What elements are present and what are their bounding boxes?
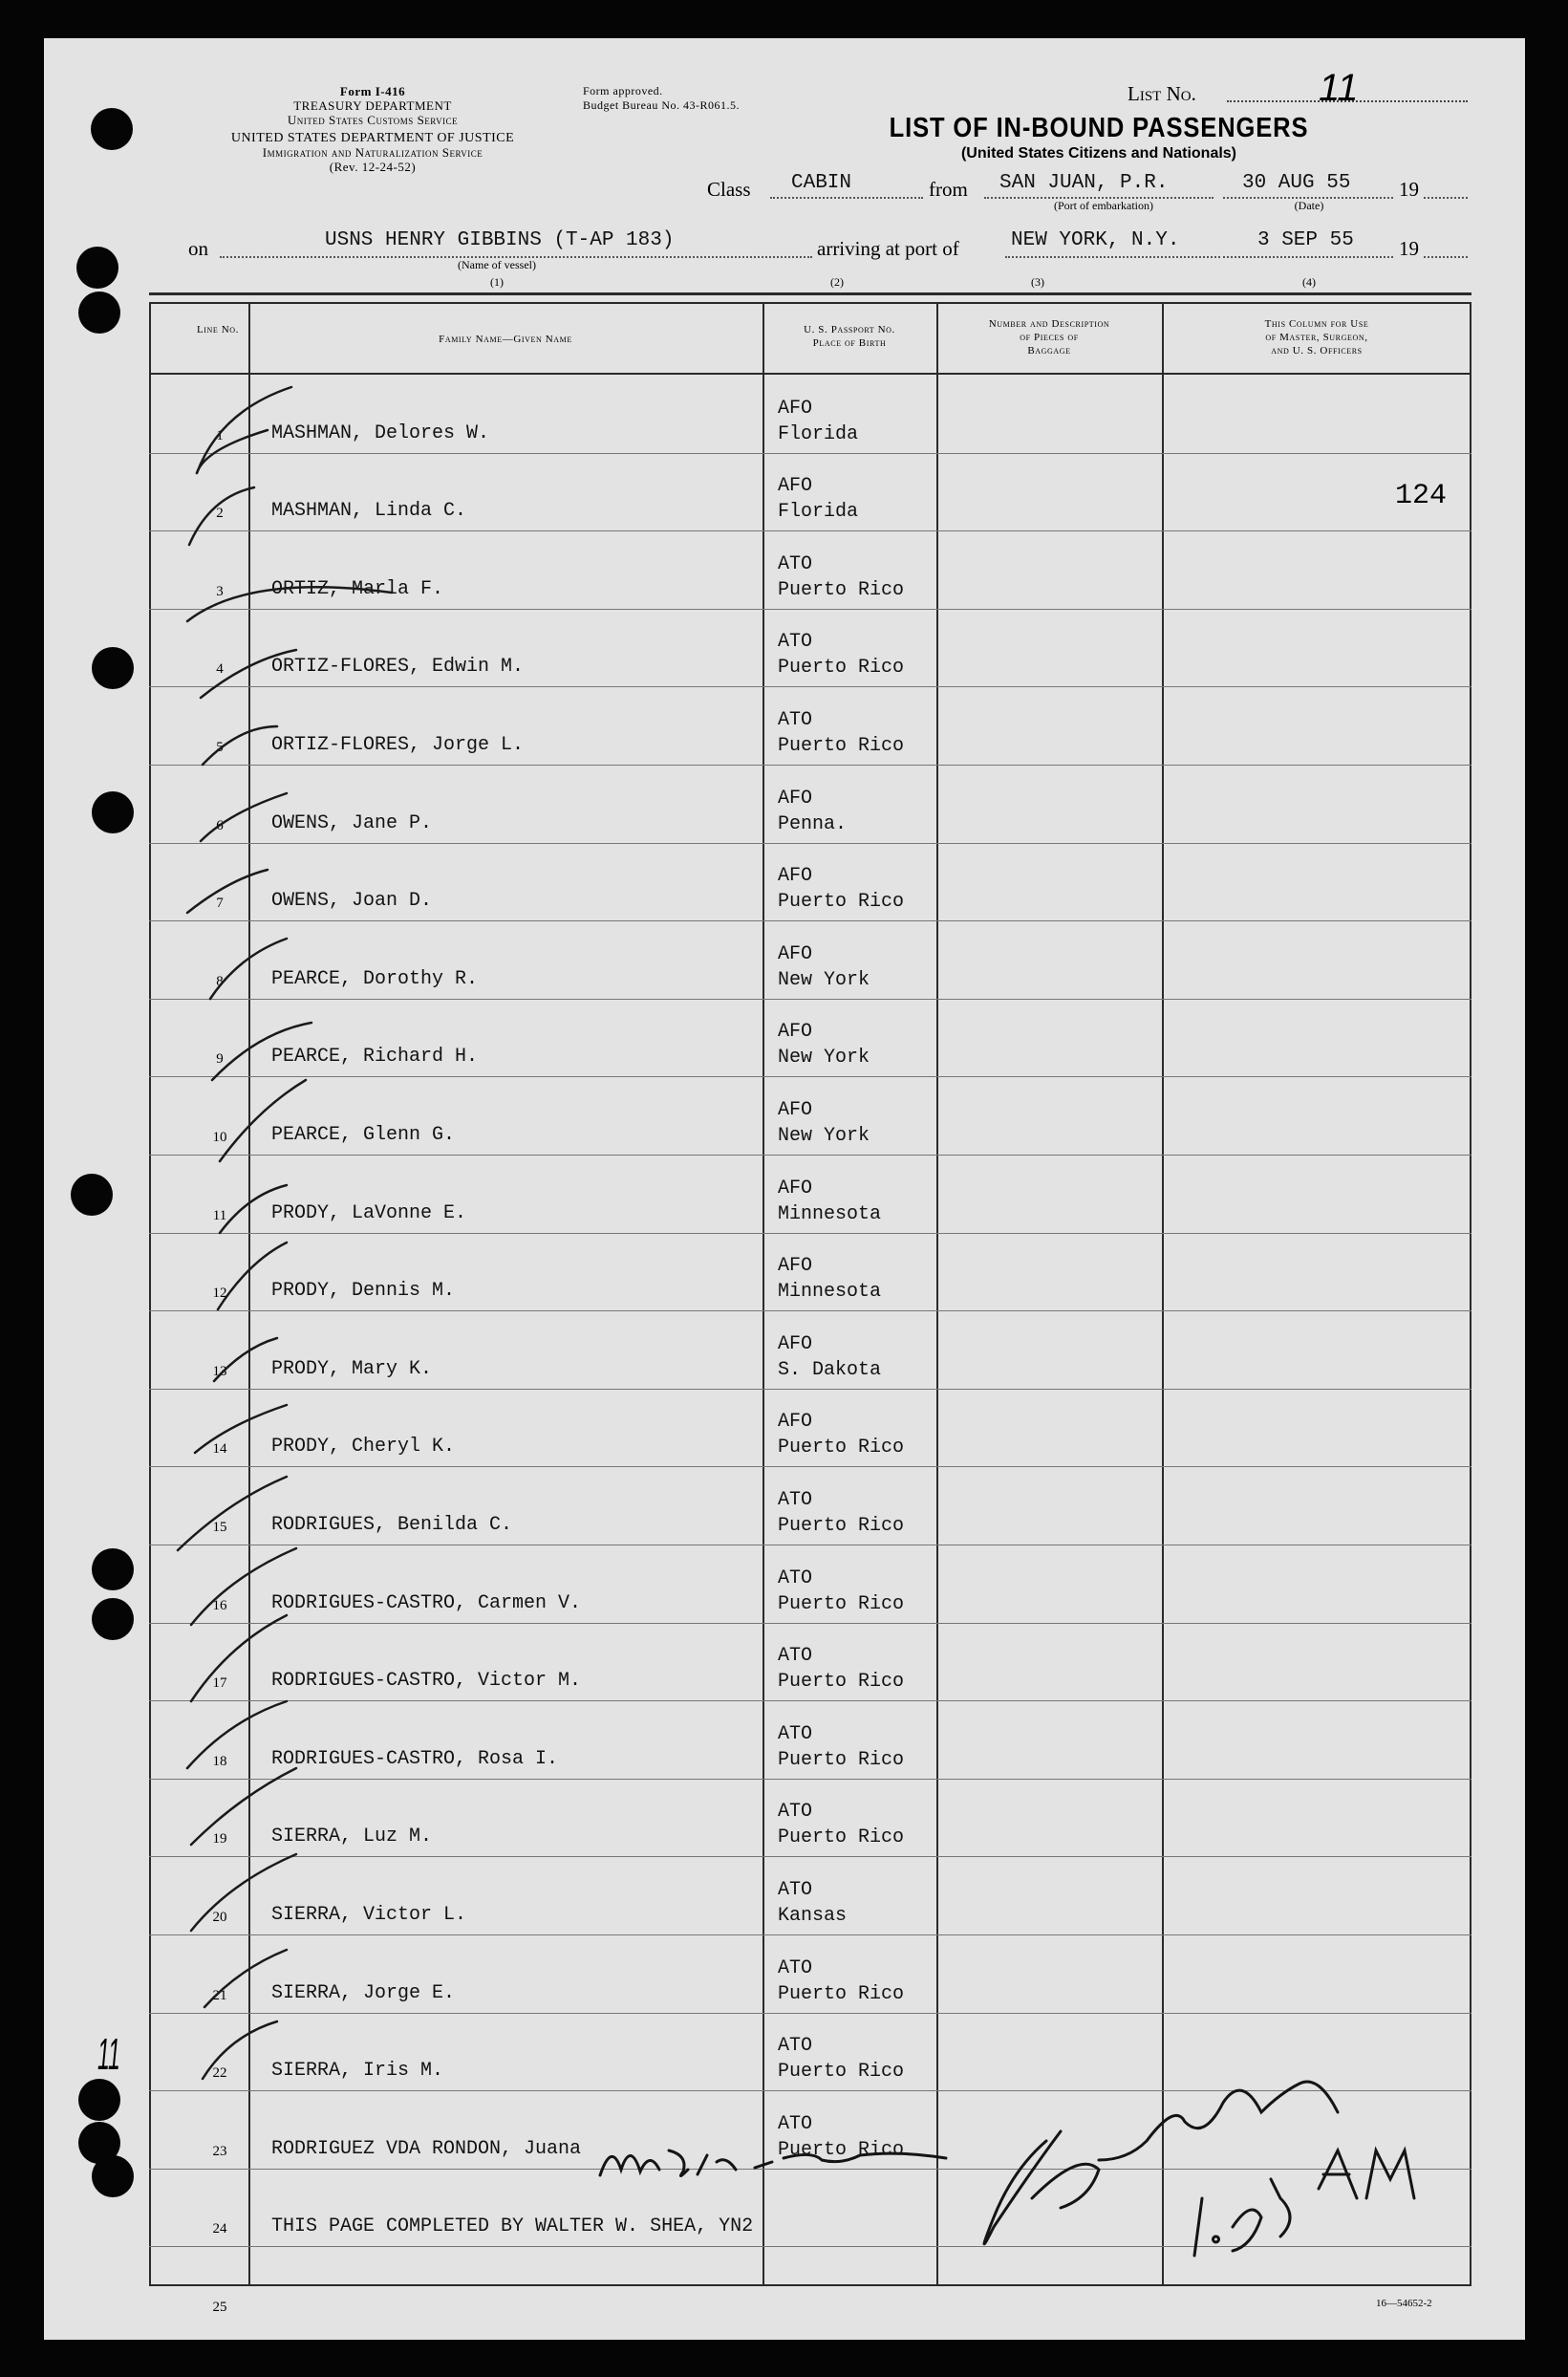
row-line-number: 21: [212, 1987, 227, 2003]
passport-and-birthplace: [778, 2111, 904, 2163]
row-line-number: 5: [216, 740, 224, 755]
passport-and-birthplace: [778, 1331, 881, 1383]
class-value: CABIN: [791, 172, 852, 194]
col-head-officers: [1164, 317, 1470, 357]
passport-and-birthplace: [778, 1019, 870, 1070]
passenger-name: PEARCE, Dorothy R.: [271, 967, 479, 990]
col-divider-2: [763, 302, 764, 2286]
year-line: [1424, 197, 1468, 199]
passport-no: AFO: [778, 397, 813, 420]
passport-and-birthplace: [778, 1097, 870, 1149]
arrival-port: NEW YORK, N.Y.: [1011, 229, 1180, 251]
row-divider: [149, 2169, 1471, 2170]
caption-4: (4): [1302, 275, 1316, 289]
row-divider: [149, 1233, 1471, 1234]
row-line-number: 19: [212, 1831, 227, 1848]
passport-and-birthplace: [778, 1956, 904, 2007]
passenger-name: RODRIGUES-CASTRO, Victor M.: [271, 1670, 582, 1693]
row-divider: [149, 1779, 1471, 1780]
year-suffix: 19: [1399, 178, 1419, 201]
passport-no: ATO: [778, 552, 813, 575]
justice-dept: UNITED STATES DEPARTMENT OF JUSTICE: [230, 131, 515, 145]
col-divider-3: [936, 302, 938, 2286]
passport-no: ATO: [778, 1956, 813, 1979]
arrival-date-line: [1223, 256, 1393, 258]
passenger-name: RODRIGUES-CASTRO, Rosa I.: [271, 1747, 559, 1770]
place-of-birth: New York: [778, 1125, 870, 1147]
passport-no: ATO: [778, 2035, 813, 2058]
footer-code: 16—54652-2: [1376, 2298, 1432, 2309]
form-approval: [583, 84, 812, 113]
customs-service: United States Customs Service: [287, 113, 459, 127]
passport-no: ATO: [778, 631, 813, 654]
row-divider: [149, 1466, 1471, 1467]
passport-and-birthplace: [778, 551, 904, 603]
passport-and-birthplace: [778, 1176, 881, 1227]
place-of-birth: Puerto Rico: [778, 2061, 905, 2084]
place-of-birth: Puerto Rico: [778, 657, 905, 680]
baggage-head-3: Baggage: [1027, 345, 1071, 357]
row-line-number: 24: [212, 2221, 227, 2237]
row-line-number: 14: [212, 1441, 227, 1458]
passport-and-birthplace: [778, 1799, 904, 1850]
col-head-baggage: [938, 317, 1160, 357]
passport-and-birthplace: [778, 1721, 904, 1773]
punch-hole: [92, 2155, 134, 2197]
passport-no: AFO: [778, 787, 813, 810]
punch-hole: [92, 1548, 134, 1590]
passport-no: ATO: [778, 709, 813, 731]
passenger-name: RODRIGUES, Benilda C.: [271, 1514, 513, 1536]
passport-no: AFO: [778, 1411, 813, 1434]
ins-service: Immigration and Naturalization Service: [262, 145, 483, 160]
place-of-birth: Puerto Rico: [778, 735, 905, 757]
page-title: LIST OF IN-BOUND PASSENGERS: [889, 113, 1309, 143]
baggage-head-1: Number and Description: [988, 318, 1110, 330]
passenger-name: SIERRA, Luz M.: [271, 1826, 433, 1848]
passenger-name: SIERRA, Iris M.: [271, 2060, 444, 2083]
place-of-birth: S. Dakota: [778, 1358, 882, 1381]
passport-and-birthplace: [778, 863, 904, 915]
row-divider: [149, 1856, 1471, 1857]
passenger-name: OWENS, Joan D.: [271, 890, 433, 913]
row-line-number: 15: [212, 1520, 227, 1535]
caption-1: (1): [490, 275, 504, 289]
place-of-birth: Kansas: [778, 1905, 848, 1927]
port-of-embarkation: SAN JUAN, P.R.: [999, 172, 1169, 194]
row-line-number: 13: [212, 1363, 227, 1379]
passenger-name: SIERRA, Victor L.: [271, 1904, 467, 1926]
officers-head-1: This Column for Use: [1264, 318, 1369, 330]
passport-and-birthplace: [778, 707, 904, 759]
passport-and-birthplace: [778, 786, 847, 837]
row-line-number: 18: [212, 1753, 227, 1769]
passport-and-birthplace: [778, 629, 904, 681]
row-line-number: 8: [216, 973, 224, 989]
row-line-number: 20: [212, 1910, 227, 1925]
passport-and-birthplace: [778, 2033, 904, 2085]
row-line-number: 1: [216, 427, 224, 443]
place-of-birth: New York: [778, 968, 870, 991]
treasury-dept: TREASURY DEPARTMENT: [293, 98, 452, 113]
row-line-number: 6: [216, 817, 224, 833]
passport-no: ATO: [778, 1879, 813, 1901]
page-subtitle: (United States Citizens and Nationals): [960, 145, 1237, 162]
on-label: on: [188, 237, 208, 260]
passport-no: AFO: [778, 942, 813, 965]
row-line-number: 23: [212, 2143, 227, 2159]
passport-and-birthplace: [778, 941, 870, 993]
form-number: Form I-416: [339, 84, 406, 98]
passport-and-birthplace: [778, 1409, 904, 1460]
row-divider: [149, 920, 1471, 921]
row-line-number: 17: [212, 1675, 227, 1692]
place-of-birth: Puerto Rico: [778, 1982, 905, 2005]
margin-note: 11: [97, 2029, 120, 2079]
row-line-number: 12: [212, 1286, 227, 1302]
passport-and-birthplace: [778, 1877, 847, 1929]
baggage-head-2: of Pieces of: [1020, 332, 1079, 343]
col-head-passport: [764, 323, 934, 350]
punch-hole: [76, 247, 118, 289]
vessel-name: USNS HENRY GIBBINS (T-AP 183): [325, 229, 675, 251]
row-line-number: 16: [212, 1597, 227, 1613]
passport-and-birthplace: [778, 1566, 904, 1617]
passport-and-birthplace: [778, 1487, 904, 1539]
row-line-number: 11: [212, 1207, 227, 1223]
row-divider: [149, 1155, 1471, 1156]
row-divider: [149, 765, 1471, 766]
row-divider: [149, 2246, 1471, 2247]
passenger-name: PEARCE, Glenn G.: [271, 1124, 456, 1146]
from-label: from: [929, 178, 968, 201]
year-suffix-2: 19: [1399, 237, 1419, 260]
row-line-number: 7: [216, 896, 224, 912]
place-of-birth: Puerto Rico: [778, 1826, 905, 1849]
row-divider: [149, 1076, 1471, 1077]
passport-and-birthplace: [778, 1253, 881, 1305]
row-line-number: 10: [212, 1130, 227, 1145]
col-head-name: Family Name—Given Name: [439, 334, 572, 345]
passport-no: AFO: [778, 865, 813, 888]
row-divider: [149, 1700, 1471, 1701]
embarkation-date: 30 AUG 55: [1242, 172, 1351, 194]
passport-and-birthplace: [778, 473, 858, 525]
passenger-name: ORTIZ, Marla F.: [271, 577, 444, 600]
row-divider: [149, 2013, 1471, 2014]
row-divider: [149, 843, 1471, 844]
passport-no: AFO: [778, 1332, 813, 1355]
passenger-name: ORTIZ-FLORES, Edwin M.: [271, 656, 525, 679]
place-of-birth: Minnesota: [778, 1281, 882, 1304]
caption-3: (3): [1031, 275, 1044, 289]
place-of-birth: New York: [778, 1047, 870, 1070]
passport-head-1: U. S. Passport No.: [804, 324, 895, 335]
budget-bureau: Budget Bureau No. 43-R061.5.: [583, 98, 740, 112]
passport-no: ATO: [778, 1722, 813, 1745]
list-no-value: 11: [1319, 67, 1359, 109]
col-head-line-no: Line No.: [196, 324, 240, 335]
passport-no: ATO: [778, 1567, 813, 1589]
passenger-name: MASHMAN, Linda C.: [271, 500, 467, 523]
passport-no: ATO: [778, 1801, 813, 1824]
punch-hole: [78, 2079, 120, 2121]
class-label: Class: [707, 178, 751, 201]
punch-hole: [71, 1174, 113, 1216]
place-of-birth: Puerto Rico: [778, 1748, 905, 1771]
form-header-left: [162, 84, 583, 174]
row-divider: [149, 686, 1471, 687]
place-of-birth: Florida: [778, 422, 859, 445]
list-no-label: List No.: [1128, 82, 1196, 105]
year-line-2: [1424, 256, 1468, 258]
place-of-birth: Puerto Rico: [778, 578, 905, 601]
passenger-name: RODRIGUES-CASTRO, Carmen V.: [271, 1591, 582, 1614]
passenger-name: PRODY, Dennis M.: [271, 1280, 456, 1303]
row-divider: [149, 999, 1471, 1000]
row-divider: [149, 2090, 1471, 2091]
passport-and-birthplace: [778, 1643, 904, 1695]
place-of-birth: Puerto Rico: [778, 1437, 905, 1459]
passport-no: AFO: [778, 1177, 813, 1199]
row-divider: [149, 1389, 1471, 1390]
punch-hole: [92, 1598, 134, 1640]
arrival-port-line: [1005, 256, 1220, 258]
place-of-birth: Puerto Rico: [778, 1671, 905, 1694]
passport-no: AFO: [778, 1099, 813, 1121]
place-of-birth: Florida: [778, 501, 859, 524]
row-line-number: 9: [216, 1051, 224, 1068]
punch-hole: [92, 791, 134, 833]
passport-no: ATO: [778, 2112, 813, 2135]
passport-no: AFO: [778, 475, 813, 498]
row-line-number: 3: [216, 583, 224, 599]
passenger-name: MASHMAN, Delores W.: [271, 421, 490, 444]
passenger-name: THIS PAGE COMPLETED BY WALTER W. SHEA, YN2: [271, 2215, 754, 2238]
passenger-name: ORTIZ-FLORES, Jorge L.: [271, 734, 525, 756]
place-of-birth: Penna.: [778, 812, 848, 835]
place-of-birth: Puerto Rico: [778, 1592, 905, 1615]
punch-hole: [92, 647, 134, 689]
row-divider: [149, 1310, 1471, 1311]
passport-no: ATO: [778, 1489, 813, 1511]
port-caption: (Port of embarkation): [1054, 199, 1153, 212]
class-line: [770, 197, 923, 199]
passenger-name: PEARCE, Richard H.: [271, 1046, 479, 1069]
form-approved: Form approved.: [583, 84, 663, 97]
place-of-birth: Puerto Rico: [778, 891, 905, 914]
passport-and-birthplace: [778, 396, 858, 447]
passenger-name: SIERRA, Jorge E.: [271, 1981, 456, 2004]
vessel-caption: (Name of vessel): [458, 258, 536, 271]
row-line-number: 22: [212, 2065, 227, 2082]
officers-head-3: and U. S. Officers: [1271, 345, 1363, 357]
place-of-birth: Minnesota: [778, 1202, 882, 1225]
row-divider: [149, 1623, 1471, 1624]
col-divider-1: [248, 302, 250, 2286]
row-divider: [149, 453, 1471, 454]
punch-hole: [78, 292, 120, 334]
caption-2: (2): [830, 275, 844, 289]
passport-head-2: Place of Birth: [812, 337, 887, 349]
table-top-line: [149, 292, 1471, 295]
row-divider: [149, 609, 1471, 610]
passenger-name: PRODY, Mary K.: [271, 1357, 433, 1380]
passenger-name: PRODY, LaVonne E.: [271, 1201, 467, 1224]
row-line-number: 4: [216, 661, 224, 678]
arriving-label: arriving at port of: [817, 237, 959, 260]
header-bottom-line: [149, 373, 1471, 375]
arrival-date: 3 SEP 55: [1257, 229, 1354, 251]
place-of-birth: Puerto Rico: [778, 1515, 905, 1537]
passport-no: AFO: [778, 1021, 813, 1044]
col-divider-4: [1162, 302, 1164, 2286]
passport-no: ATO: [778, 1645, 813, 1668]
row-divider: [149, 530, 1471, 531]
passenger-name: PRODY, Cheryl K.: [271, 1436, 456, 1459]
revision: (Rev. 12-24-52): [329, 160, 417, 174]
passport-no: AFO: [778, 1255, 813, 1278]
date-caption: (Date): [1294, 199, 1324, 212]
row-divider: [149, 1934, 1471, 1935]
officers-head-2: of Master, Surgeon,: [1265, 332, 1368, 343]
passenger-name: OWENS, Jane P.: [271, 811, 433, 834]
officer-note: 124: [1395, 480, 1448, 512]
row-line-number: 25: [212, 2300, 227, 2315]
place-of-birth: Puerto Rico: [778, 2138, 905, 2161]
punch-hole: [91, 108, 133, 150]
passenger-name: RODRIGUEZ VDA RONDON, Juana: [271, 2137, 582, 2160]
row-line-number: 2: [216, 506, 224, 522]
